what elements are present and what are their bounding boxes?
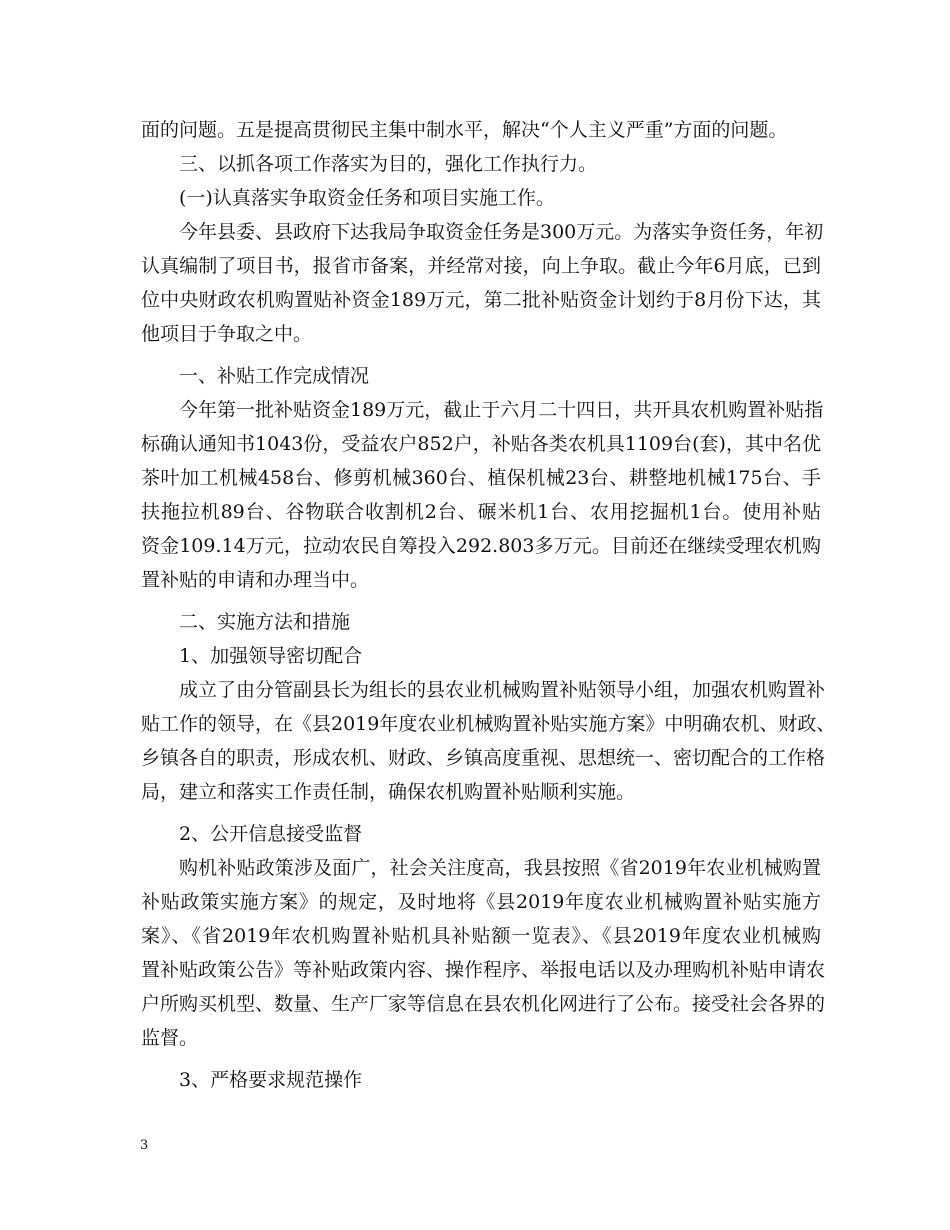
paragraph-line: 今年第一批补贴资金189万元，截止于六月二十四日，共开具农机购置补贴指 xyxy=(179,399,824,421)
subsection-heading: 2、公开信息接受监督 xyxy=(179,823,363,845)
paragraph-line: 置补贴的申请和办理当中。 xyxy=(141,569,370,591)
paragraph-line: 局，建立和落实工作责任制，确保农机购置补贴顺利实施。 xyxy=(141,781,636,803)
paragraph-line: 茶叶加工机械458台、修剪机械360台、植保机械23台、耕整地机械175台、手 xyxy=(141,467,821,489)
paragraph-line: 户所购买机型、数量、生产厂家等信息在县农机化网进行了公布。接受社会各界的 xyxy=(141,993,826,1015)
paragraph-line: 补贴政策实施方案》的规定，及时地将《县2019年度农业机械购置补贴实施方 xyxy=(141,891,821,913)
paragraph-line: 标确认通知书1043份，受益农户852户，补贴各类农机具1109台(套)，其中名优 xyxy=(141,433,821,455)
subsection-heading: 3、严格要求规范操作 xyxy=(179,1069,363,1091)
paragraph-line: 位中央财政农机购置贴补资金189万元，第二批补贴资金计划约于8月份下达，其 xyxy=(141,289,821,311)
paragraph-line: 认真编制了项目书，报省市备案，并经常对接，向上争取。截止今年6月底，已到 xyxy=(141,255,821,277)
paragraph-line: 案》、《省2019年农机购置补贴机具补贴额一览表》、《县2019年度农业机械购 xyxy=(141,925,821,947)
body-text-line: 面的问题。五是提高贯彻民主集中制水平，解决“个人主义严重”方面的问题。 xyxy=(141,119,788,141)
subsection-heading: 1、加强领导密切配合 xyxy=(179,645,363,667)
paragraph-line: 他项目于争取之中。 xyxy=(141,323,313,345)
paragraph-line: 乡镇各自的职责，形成农机、财政、乡镇高度重视、思想统一、密切配合的工作格 xyxy=(141,747,826,769)
paragraph-line: 监督。 xyxy=(141,1027,199,1049)
paragraph-line: 购机补贴政策涉及面广，社会关注度高，我县按照《省2019年农业机械购置 xyxy=(179,857,821,879)
paragraph-line: 贴工作的领导，在《县2019年度农业机械购置补贴实施方案》中明确农机、财政、 xyxy=(141,713,836,735)
section-heading: 二、实施方法和措施 xyxy=(179,611,351,633)
paragraph-line: 置补贴政策公告》等补贴政策内容、操作程序、举报电话以及办理购机补贴申请农 xyxy=(141,959,826,981)
paragraph-line: 今年县委、县政府下达我局争取资金任务是300万元。为落实争资任务，年初 xyxy=(179,221,824,243)
section-heading: 一、补贴工作完成情况 xyxy=(179,365,370,387)
paragraph-line: 成立了由分管副县长为组长的县农业机械购置补贴领导小组，加强农机购置补 xyxy=(179,679,826,701)
paragraph-line: 扶拖拉机89台、谷物联合收割机2台、碾米机1台、农用挖掘机1台。使用补贴 xyxy=(141,501,821,523)
page-number: 3 xyxy=(140,1138,149,1153)
paragraph-line: 资金109.14万元，拉动农民自筹投入292.803多万元。目前还在继续受理农机购 xyxy=(141,535,821,557)
subsection-heading: (一)认真落实争取资金任务和项目实施工作。 xyxy=(179,187,555,209)
section-heading: 三、以抓各项工作落实为目的，强化工作执行力。 xyxy=(179,153,598,175)
